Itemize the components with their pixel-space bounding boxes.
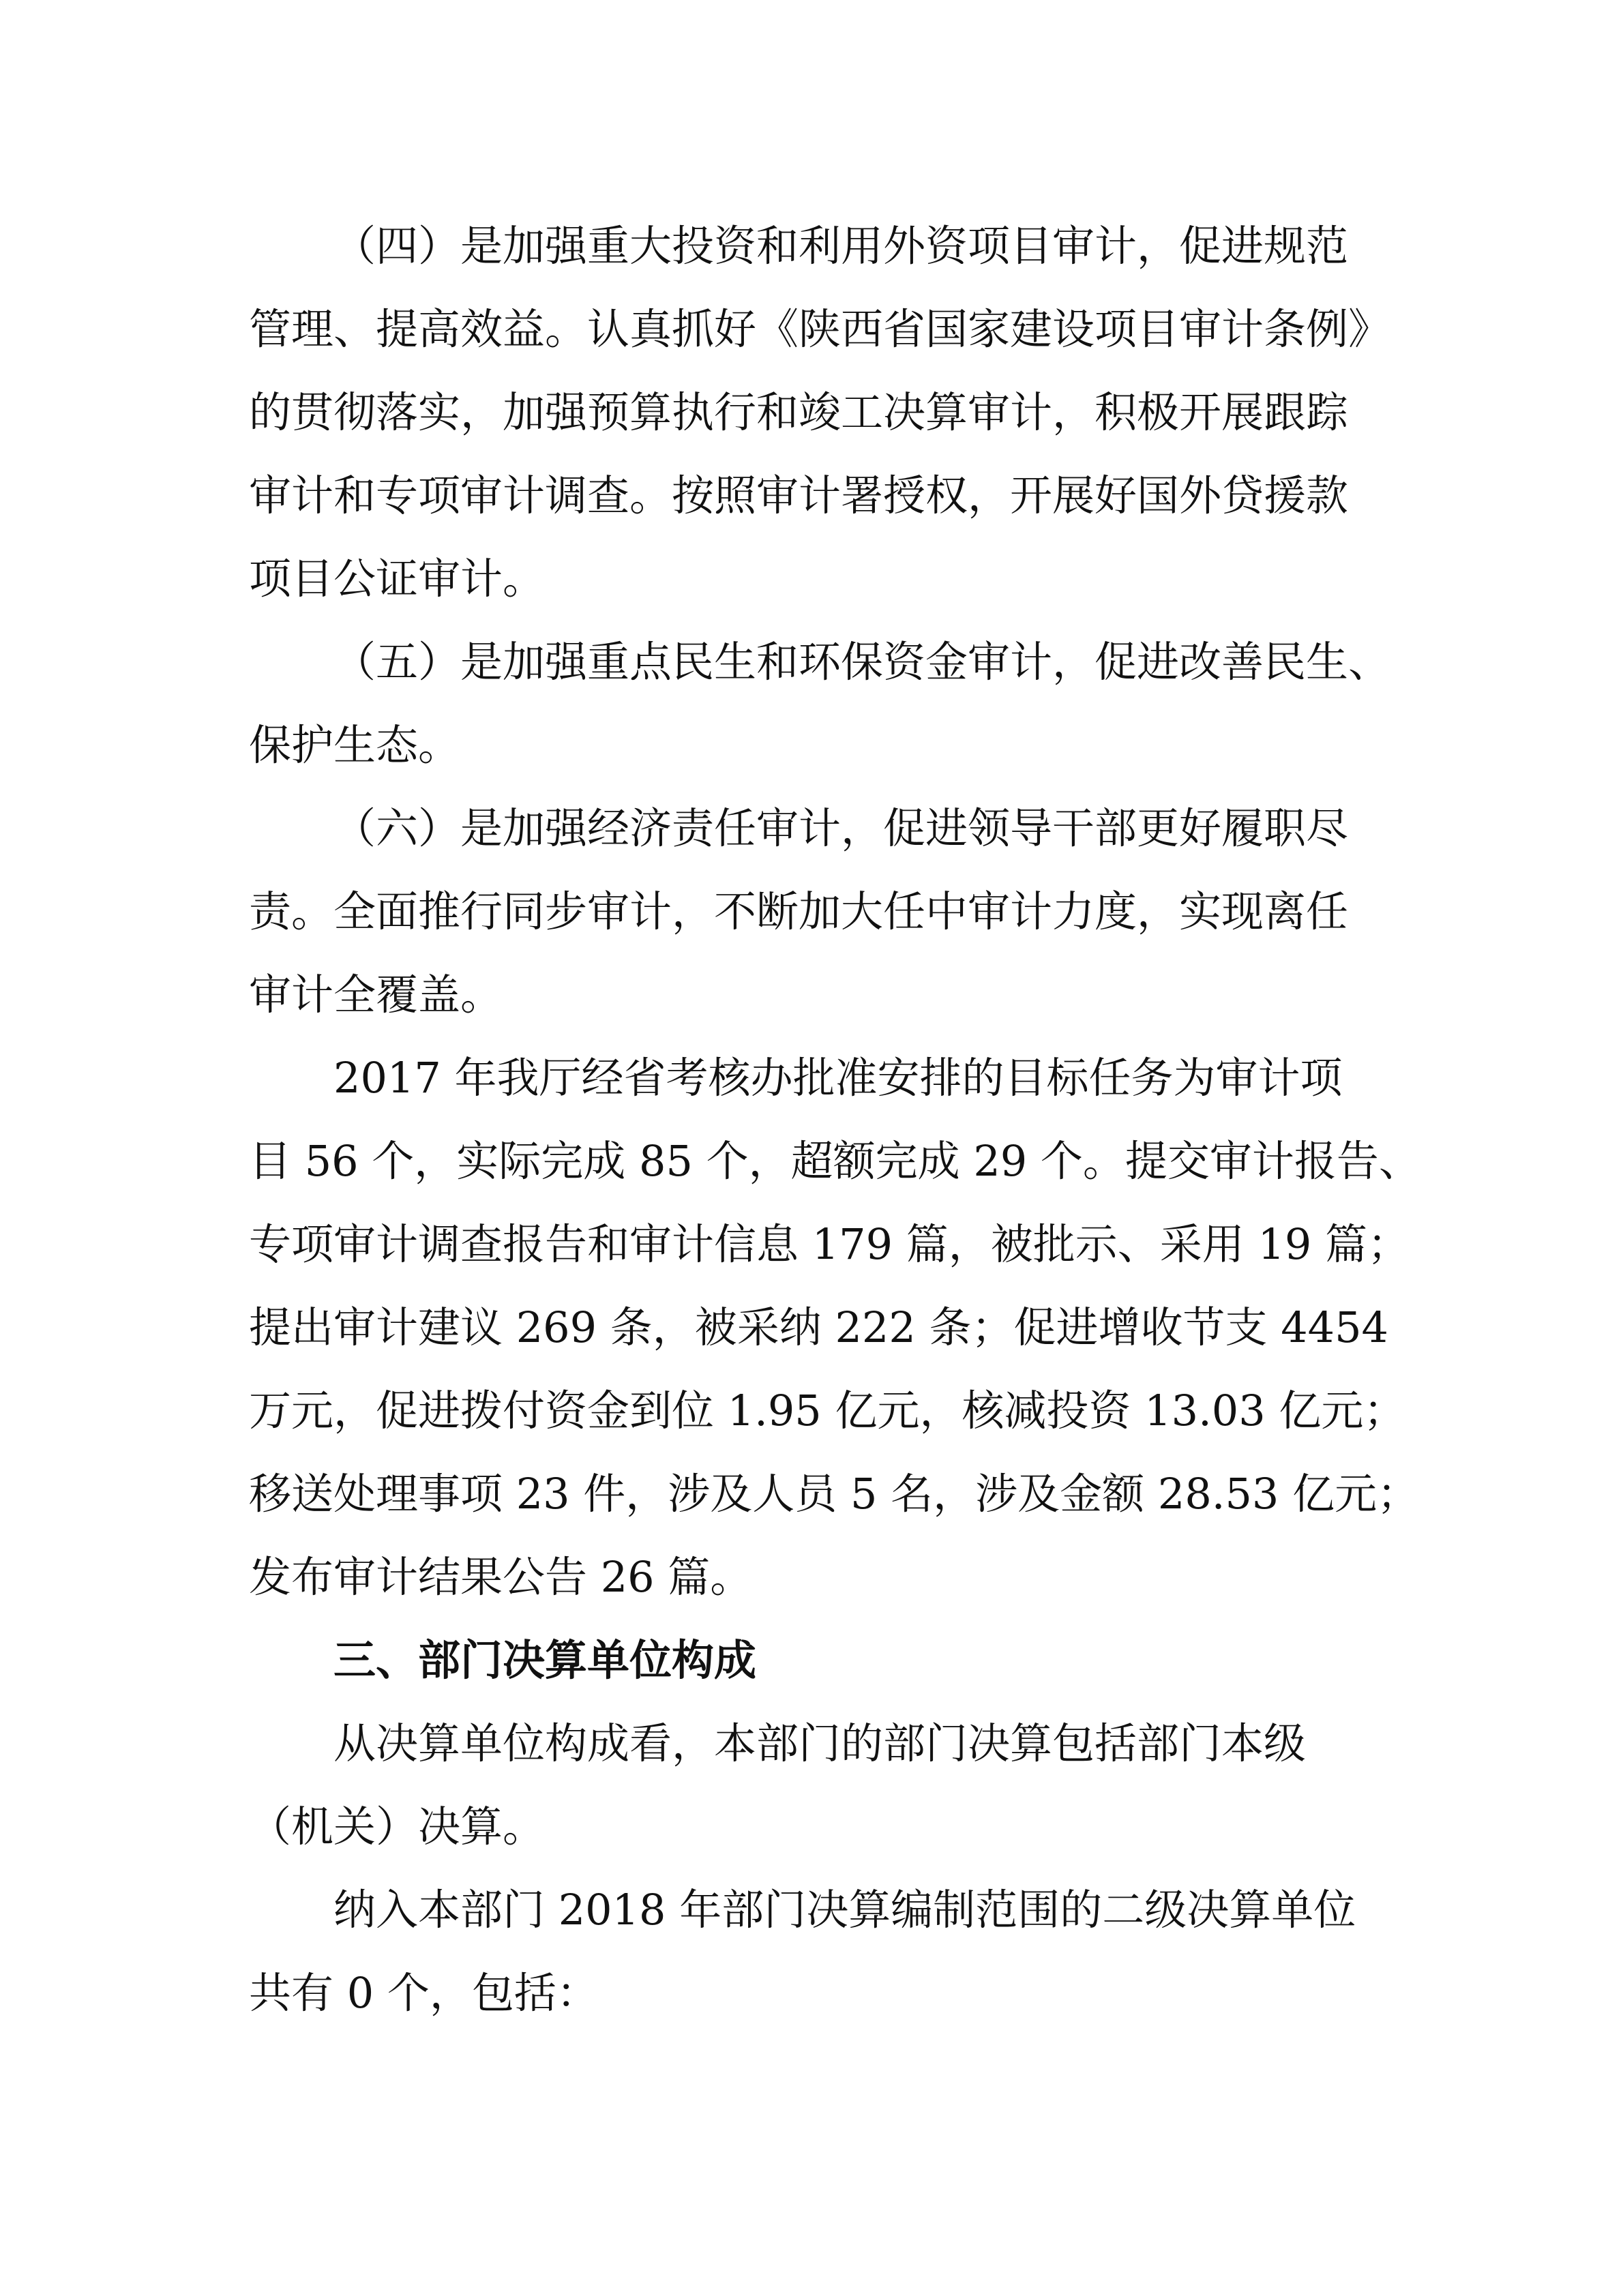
- text-line: 纳入本部门 2018 年部门决算编制范围的二级决算单位: [333, 1885, 1356, 1935]
- text-line: 万元，促进拨付资金到位 1.95 亿元，核减投资 13.03 亿元；: [249, 1386, 1406, 1435]
- text-line: 管理、提高效益。认真抓好《陕西省国家建设项目审计条例》: [249, 304, 1391, 354]
- text-line: （四）是加强重大投资和利用外资项目审计，促进规范: [333, 221, 1349, 271]
- text-line: （五）是加强重点民生和环保资金审计，促进改善民生、: [333, 637, 1391, 687]
- text-line: 2017 年我厅经省考核办批准安排的目标任务为审计项: [333, 1053, 1343, 1103]
- text-line: 审计全覆盖。: [249, 970, 503, 1019]
- section-heading: 三、部门决算单位构成: [333, 1635, 757, 1685]
- text-line: 发布审计结果公告 26 篇。: [249, 1552, 753, 1602]
- text-line: （六）是加强经济责任审计，促进领导干部更好履职尽: [333, 803, 1349, 853]
- text-line: 从决算单位构成看，本部门的部门决算包括部门本级: [333, 1718, 1307, 1768]
- paragraph-economic-responsibility-audit: [249, 787, 1381, 1037]
- paragraph-unit-composition: [249, 1702, 1381, 1868]
- paragraph-livelihood-audit: [249, 621, 1391, 787]
- text-line: 的贯彻落实，加强预算执行和竣工决算审计，积极开展跟踪: [249, 387, 1349, 437]
- text-line: 专项审计调查报告和审计信息 179 篇，被批示、采用 19 篇；: [249, 1219, 1410, 1269]
- paragraph-investment-audit: [249, 205, 1391, 621]
- text-line: 移送处理事项 23 件，涉及人员 5 名，涉及金额 28.53 亿元；: [249, 1469, 1420, 1519]
- text-line: 提出审计建议 269 条，被采纳 222 条；促进增收节支 4454: [249, 1302, 1389, 1352]
- text-line: 项目公证审计。: [249, 554, 546, 603]
- text-line: 目 56 个，实际完成 85 个，超额完成 29 个。提交审计报告、: [249, 1136, 1421, 1186]
- text-line: 保护生态。: [249, 720, 461, 770]
- paragraph-secondary-units: [249, 1868, 1381, 2035]
- paragraph-2017-results: [249, 1037, 1421, 1619]
- text-line: 责。全面推行同步审计，不断加大任中审计力度，实现离任: [249, 886, 1349, 936]
- document-body: [249, 205, 1421, 2035]
- text-line: 审计和专项审计调查。按照审计署授权，开展好国外贷援款: [249, 471, 1349, 520]
- text-line: （机关）决算。: [249, 1802, 546, 1851]
- text-line: 共有 0 个，包括：: [249, 1968, 599, 2018]
